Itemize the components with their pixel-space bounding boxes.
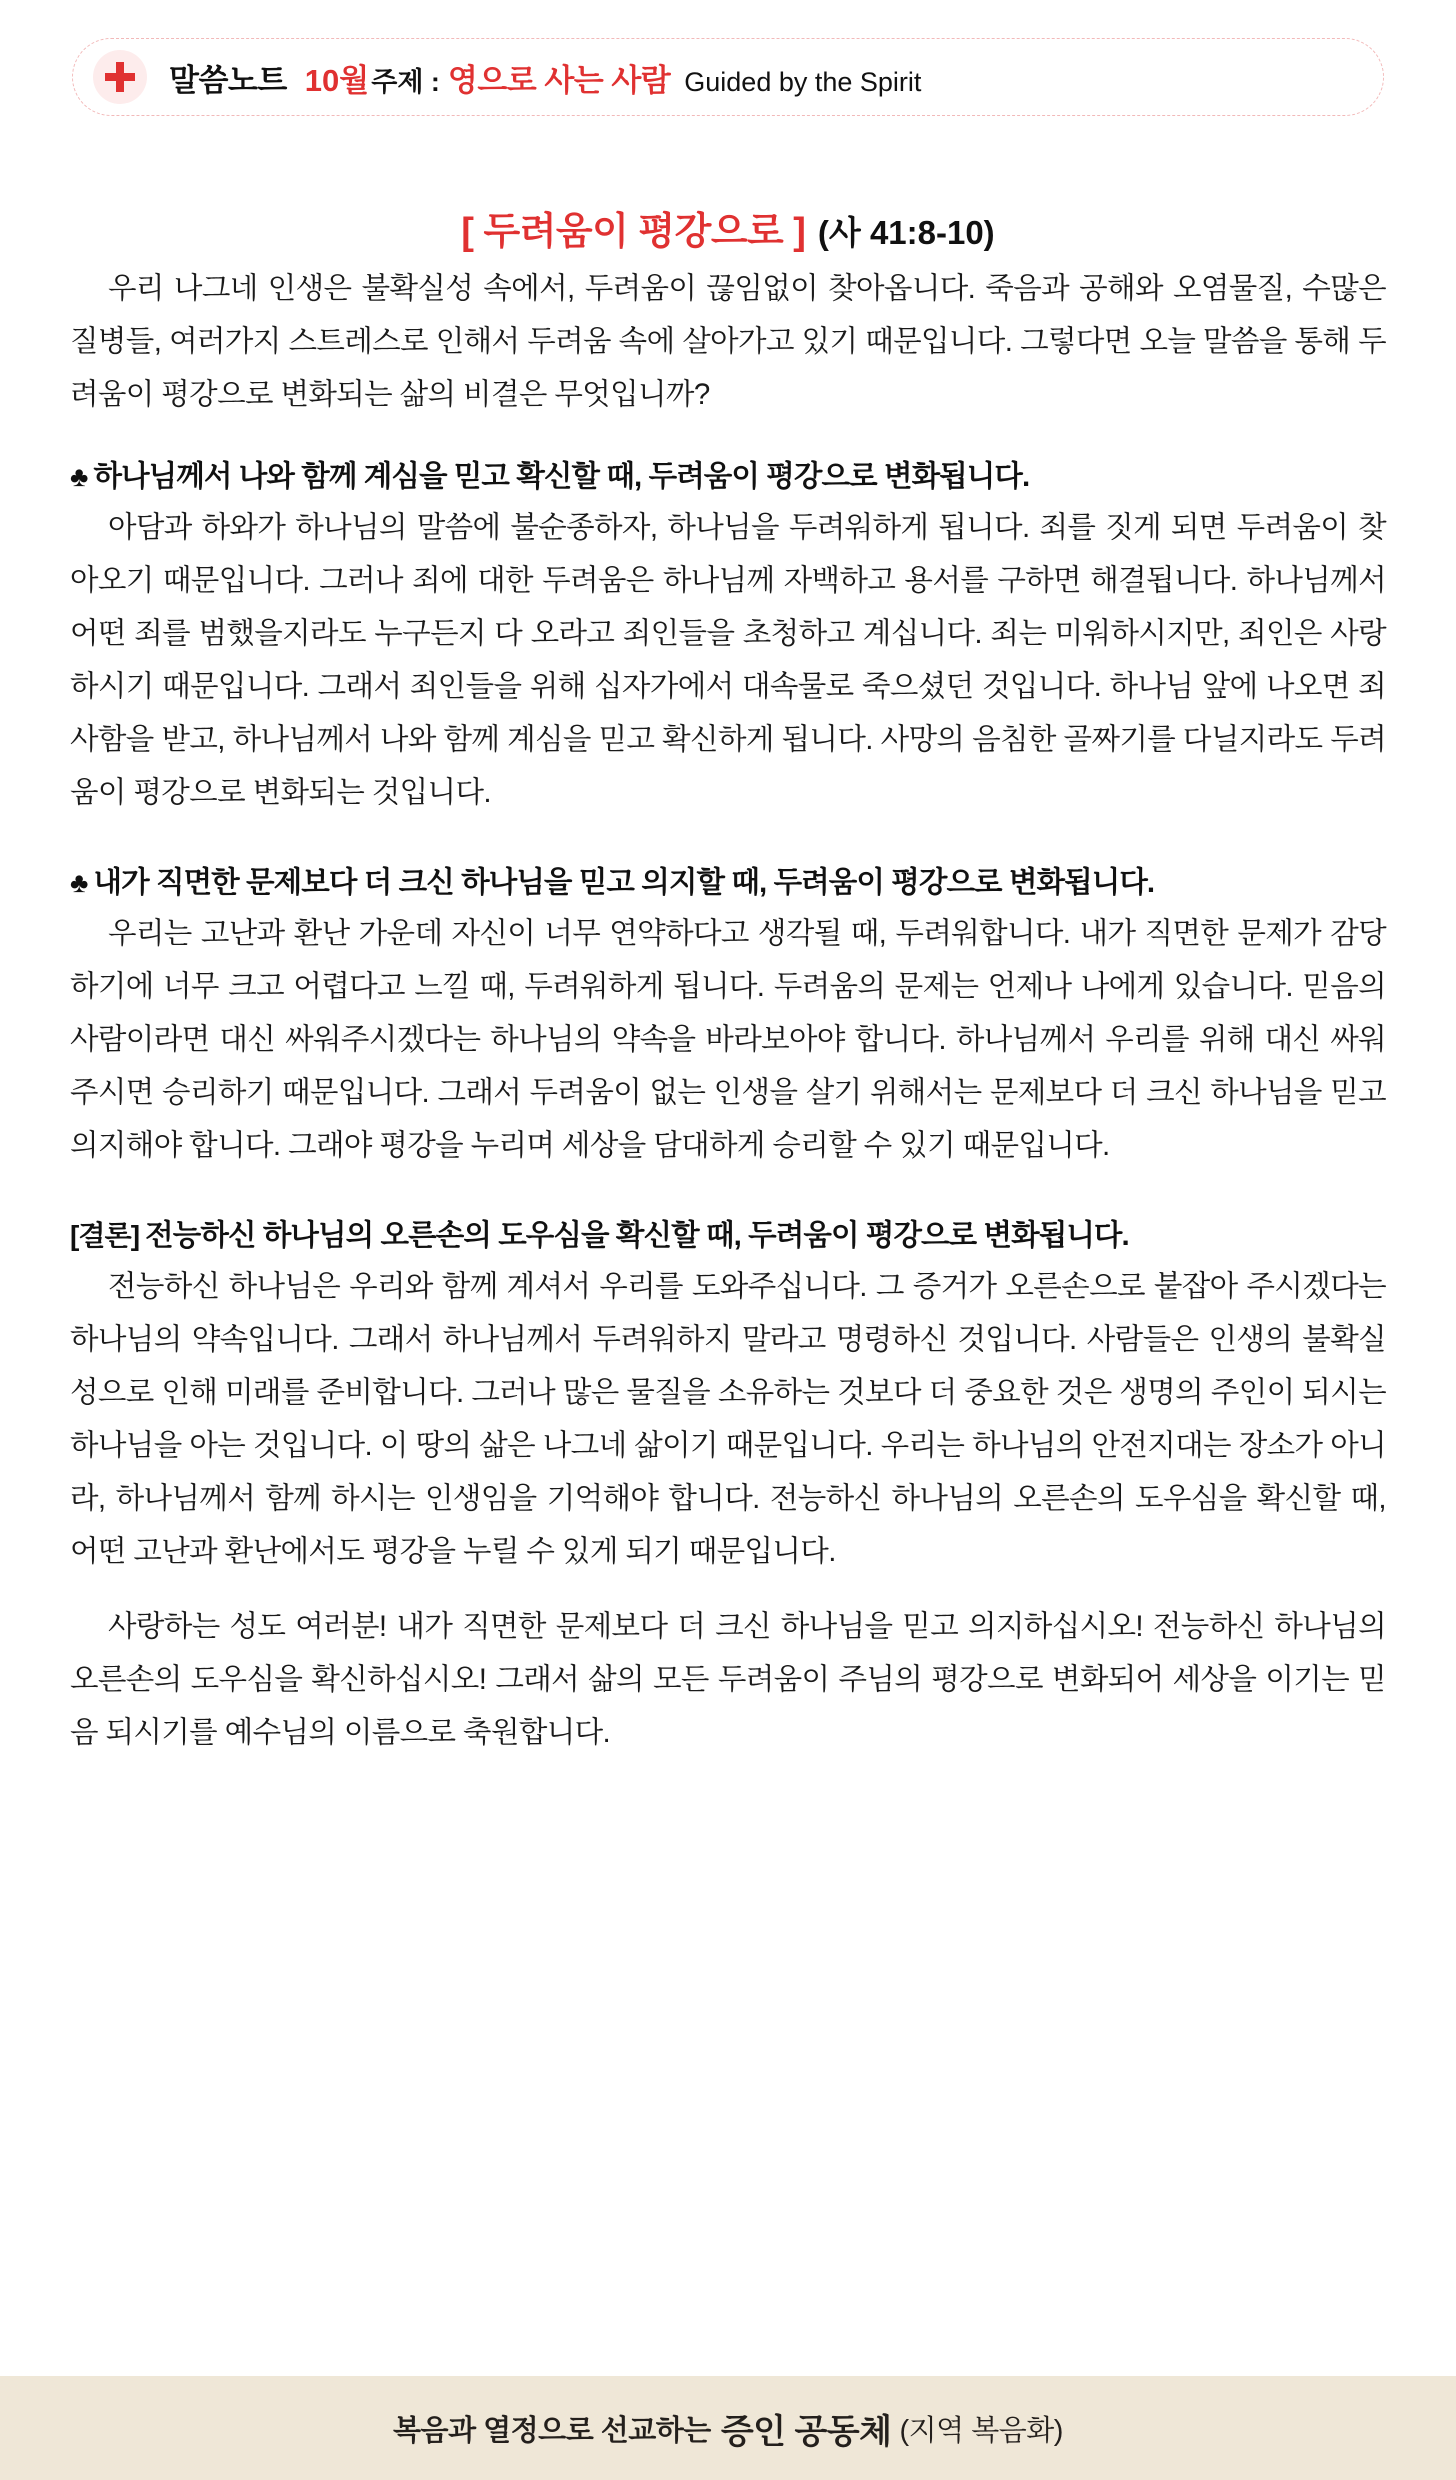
header-topic-english: Guided by the Spirit: [684, 66, 922, 97]
footer-text-a: 복음과 열정으로 선교하는: [393, 2414, 711, 2447]
title-scripture-reference: (사 41:8-10): [817, 214, 995, 251]
section-body-3: 전능하신 하나님은 우리와 함께 계셔서 우리를 도와주십니다. 그 증거가 오른손으로 붙잡아 주시겠다는 하나님의 약속입니다. 그래서 하나님께서 두려워하지 말라고 명령하신 것입니다. 사람들은 인생의 불확실성으로 인해 미래를 준비합니다. 그러나 많은 물질을 소유하는 것보다 더 중요한 것은 생명의 주인이 되시는 하나님을 아는 것입니다. 이 땅의 삶은 나그네 삶이기 때문입니다. 우리는 하나님의 안전지대는 장소가 아니라, 하나님께서 함께 하시는 인생임을 기억해야 합니다. 전능하신 하나님의 오른손의 도우심을 확신할 때, 어떤 고난과 환난에서도 평강을 누릴 수 있게 되기 때문입니다.: [70, 1270, 1386, 1568]
intro-paragraph: 우리 나그네 인생은 불확실성 속에서, 두려움이 끊임없이 찾아옵니다. 죽음과 공해와 오염물질, 수많은 질병들, 여러가지 스트레스로 인해서 두려움 속에 살아가고 있기 때문입니다. 그렇다면 오늘 말씀을 통해 두려움이 평강으로 변화되는 삶의 비결은 무엇입니까?: [70, 272, 1386, 411]
section-body-1: 아담과 하와가 하나님의 말씀에 불순종하자, 하나님을 두려워하게 됩니다. 죄를 짓게 되면 두려움이 찾아오기 때문입니다. 그러나 죄에 대한 두려움은 하나님께 자백하고 용서를 구하면 해결됩니다. 하나님께서 어떤 죄를 범했을지라도 누구든지 다 오라고 죄인들을 초청하고 계십니다. 죄는 미워하시지만, 죄인은 사랑하시기 때문입니다. 그래서 죄인들을 위해 십자가에서 대속물로 죽으셨던 것입니다. 하나님 앞에 나오면 죄사함을 받고, 하나님께서 나와 함께 계심을 믿고 확신하게 됩니다. 사망의 음침한 골짜기를 다닐지라도 두려움이 평강으로 변화되는 것입니다.: [70, 511, 1386, 809]
header-note-label: 말씀노트: [169, 62, 287, 98]
section-heading-1-text: 하나님께서 나와 함께 계심을 믿고 확신할 때, 두려움이 평강으로 변화됩니다.: [93, 460, 1030, 493]
spacer: [70, 1578, 1386, 1600]
header-topic-label: 주제 :: [371, 66, 440, 97]
red-cross-icon: [93, 50, 147, 104]
header-topic-korean: 영으로 사는 사람: [447, 62, 671, 98]
section-heading-1: [70, 453, 1386, 495]
club-marker-icon: ♣: [70, 461, 88, 492]
section-heading-3-text: 전능하신 하나님의 오른손의 도우심을 확신할 때, 두려움이 평강으로 변화됩니다.: [145, 1219, 1129, 1252]
spacer: [70, 1172, 1386, 1194]
header-text: [169, 55, 921, 100]
closing-paragraph: 사랑하는 성도 여러분! 내가 직면한 문제보다 더 크신 하나님을 믿고 의지하십시오! 전능하신 하나님의 오른손의 도우심을 확신하십시오! 그래서 삶의 모든 두려움이 주님의 평강으로 변화되어 세상을 이기는 믿음 되시기를 예수님의 이름으로 축원합니다.: [70, 1610, 1386, 1749]
spacer: [70, 819, 1386, 841]
club-marker-icon: ♣: [70, 867, 88, 898]
spacer: [70, 421, 1386, 435]
title-main: [ 두려움이 평강으로 ]: [461, 211, 806, 253]
section-heading-2-text: 내가 직면한 문제보다 더 크신 하나님을 믿고 의지할 때, 두려움이 평강으로 변화됩니다.: [93, 866, 1155, 899]
footer-text-c: (지역 복음화): [899, 2414, 1063, 2447]
section-heading-3: [70, 1212, 1386, 1254]
footer-text-b: 증인 공동체: [720, 2412, 892, 2451]
conclusion-marker: [결론]: [70, 1220, 140, 1251]
header-month: 10월: [304, 62, 370, 98]
page-title: [0, 200, 1456, 255]
header-banner: [72, 38, 1384, 116]
section-heading-2: [70, 859, 1386, 901]
page-footer: [0, 2376, 1456, 2480]
document-body: [70, 262, 1386, 1759]
section-body-2: 우리는 고난과 환난 가운데 자신이 너무 연약하다고 생각될 때, 두려워합니다. 내가 직면한 문제가 감당하기에 너무 크고 어렵다고 느낄 때, 두려워하게 됩니다. 두려움의 문제는 언제나 나에게 있습니다. 믿음의 사람이라면 대신 싸워주시겠다는 하나님의 약속을 바라보아야 합니다. 하나님께서 우리를 위해 대신 싸워주시면 승리하기 때문입니다. 그래서 두려움이 없는 인생을 살기 위해서는 문제보다 더 크신 하나님을 믿고 의지해야 합니다. 그래야 평강을 누리며 세상을 담대하게 승리할 수 있기 때문입니다.: [70, 917, 1386, 1162]
